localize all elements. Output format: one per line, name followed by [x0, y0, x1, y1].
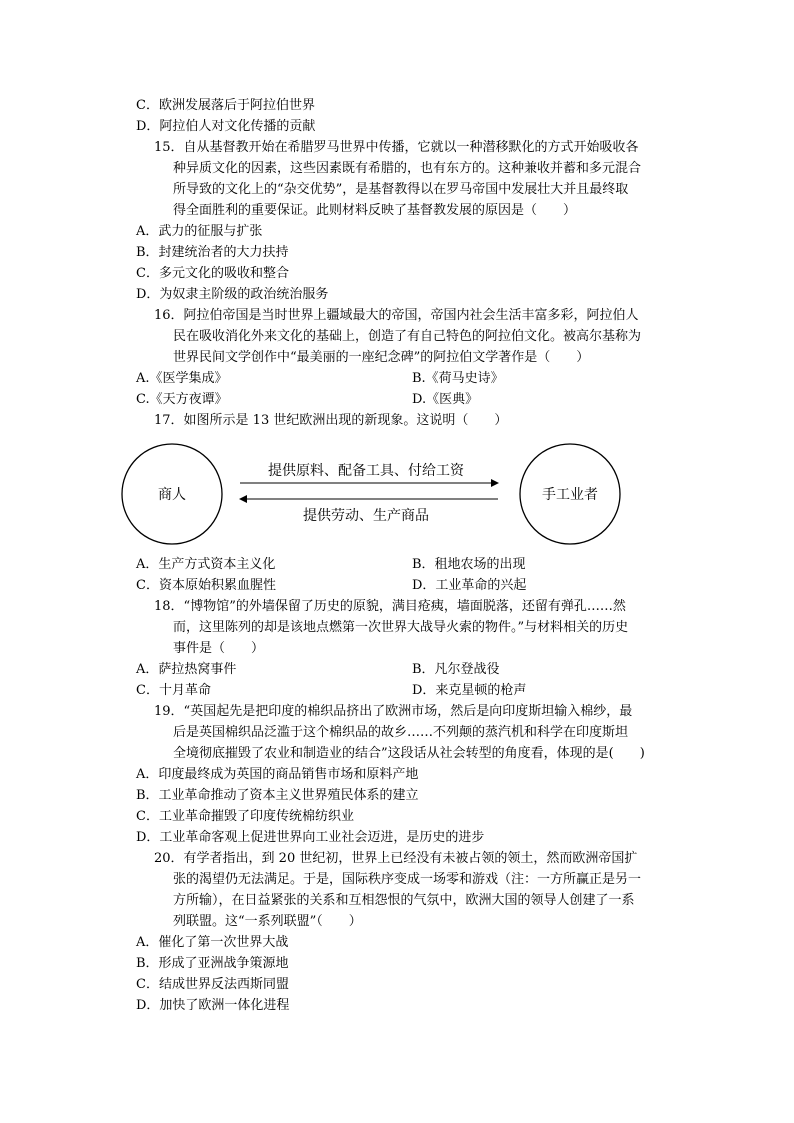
text-line: D．阿拉伯人对文化传播的贡献 — [136, 119, 316, 134]
text-line: B.《荷马史诗》 — [412, 371, 504, 386]
text-line: 18．“博物馆”的外墙保留了历史的原貌，满目疮痍，墙面脱落，还留有弹孔……然 — [154, 599, 626, 614]
text-line: 所导致的文化上的“杂交优势”，是基督教得以在罗马帝国中发展壮大并且最终取 — [173, 182, 629, 197]
text-line: C.《天方夜谭》 — [136, 392, 228, 407]
text-line: 后是英国棉织品泛滥于这个棉织品的故乡……不列颠的蒸汽机和科学在印度斯坦 — [173, 725, 629, 740]
text-line: C．结成世界反法西斯同盟 — [136, 977, 289, 992]
text-line: 事件是（ ） — [173, 641, 265, 656]
text-line: A．印度最终成为英国的商品销售市场和原料产地 — [136, 767, 419, 782]
text-line: 世界民间文学创作中“最美丽的一座纪念碑”的阿拉伯文学著作是（ ） — [173, 350, 590, 365]
text-line: 种异质文化的因素，这些因素既有希腊的，也有东方的。这种兼收并蓄和多元混合 — [173, 161, 642, 176]
bottom-arrow-label: 提供劳动、生产商品 — [303, 508, 429, 524]
text-line: C．工业革命摧毁了印度传统棉纺织业 — [136, 809, 354, 824]
text-line: C．资本原始积累血腥性 — [136, 578, 276, 593]
text-line: B．凡尔登战役 — [412, 662, 500, 677]
text-line: 全境彻底摧毁了农业和制造业的结合”这段话从社会转型的角度看，体现的是( ) — [173, 746, 645, 761]
text-line: A．催化了第一次世界大战 — [136, 935, 289, 950]
text-line: A．萨拉热窝事件 — [136, 662, 237, 677]
merchant-artisan-diagram — [118, 440, 628, 552]
text-line: 17．如图所示是 13 世纪欧洲出现的新现象。这说明（ ） — [154, 413, 508, 428]
text-line: B．形成了亚洲战争策源地 — [136, 956, 289, 971]
text-line: D．为奴隶主阶级的政治统治服务 — [136, 287, 329, 302]
text-line: C．多元文化的吸收和整合 — [136, 266, 289, 281]
text-line: 16．阿拉伯帝国是当时世界上疆域最大的帝国，帝国内社会生活丰富多彩，阿拉伯人 — [154, 308, 639, 323]
text-line: 得全面胜利的重要保证。此则材料反映了基督教发展的原因是（ ） — [173, 203, 577, 218]
text-line: 19．“英国起先是把印度的棉织品挤出了欧洲市场，然后是向印度斯坦输入棉纱，最 — [154, 704, 633, 719]
artisan-label: 手工业者 — [542, 487, 598, 503]
text-line: B．工业革命推动了资本主义世界殖民体系的建立 — [136, 788, 419, 803]
text-line: 民在吸收消化外来文化的基础上，创造了有自己特色的阿拉伯文化。被高尔基称为 — [173, 329, 642, 344]
text-line: 20．有学者指出，到 20 世纪初，世界上已经没有未被占领的领土，然而欧洲帝国扩 — [154, 851, 638, 866]
text-line: A．武力的征服与扩张 — [136, 224, 263, 239]
text-line: A．生产方式资本主义化 — [136, 557, 276, 572]
text-line: D．来克星顿的枪声 — [412, 683, 527, 698]
text-line: 15．自从基督教开始在希腊罗马世界中传播，它就以一种潜移默化的方式开始吸收各 — [154, 140, 639, 155]
text-line: D．工业革命客观上促进世界向工业社会迈进，是历史的进步 — [136, 830, 485, 845]
text-line: D．工业革命的兴起 — [412, 578, 527, 593]
text-line: C．十月革命 — [136, 683, 211, 698]
text-line: A.《医学集成》 — [136, 371, 228, 386]
text-line: 方所输），在日益紧张的关系和互相怨恨的气氛中，欧洲大国的领导人创建了一系 — [173, 893, 635, 908]
text-line: B．封建统治者的大力扶持 — [136, 245, 289, 260]
merchant-label: 商人 — [158, 487, 186, 503]
text-line: 而，这里陈列的却是该地点燃第一次世界大战导火索的物件。”与材料相关的历史 — [173, 620, 629, 635]
text-line: 张的渴望仍无法满足。于是，国际秩序变成一场零和游戏（注：一方所赢正是另一 — [173, 872, 642, 887]
text-line: D．加快了欧洲一体化进程 — [136, 998, 290, 1013]
top-arrow-label: 提供原料、配备工具、付给工资 — [268, 463, 464, 479]
text-line: 列联盟。这“一系列联盟”（ ） — [173, 914, 362, 929]
text-line: C．欧洲发展落后于阿拉伯世界 — [136, 98, 315, 113]
text-line: B．租地农场的出现 — [412, 557, 526, 572]
text-line: D.《医典》 — [412, 392, 479, 407]
